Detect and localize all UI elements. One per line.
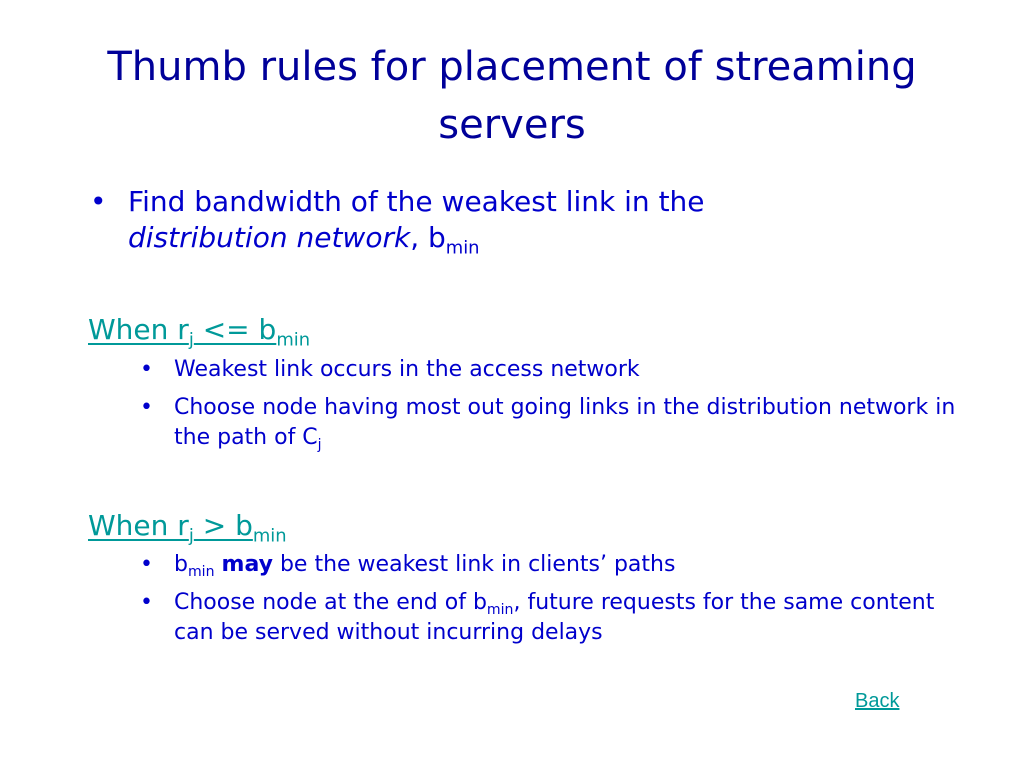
back-link[interactable]: Back (855, 690, 900, 712)
case2-bullet-1-main: be the weakest link in clients’ paths (272, 552, 676, 577)
case2-bullet-1-pre-sub: min (187, 563, 215, 580)
case2-heading-b-sub: min (252, 525, 287, 547)
case2-heading-middle: > b (193, 509, 253, 542)
intro-bullet (90, 184, 810, 259)
case2-bullet-2-after: , future requests for the same content can be served without incurring delays (174, 590, 935, 645)
bullet-glyph: • (140, 590, 153, 615)
bullet-glyph: • (140, 357, 153, 382)
intro-text-sub: min (445, 237, 480, 259)
case2-bullet-1-text (174, 550, 675, 580)
intro-text-italic: distribution network (128, 221, 411, 254)
intro-text-after: , b (410, 221, 446, 254)
bullet-glyph: • (140, 395, 153, 420)
bullet-glyph: • (90, 185, 107, 218)
case1-bullet-1-text: Weakest link occurs in the access network (174, 357, 640, 382)
bullet-glyph: • (140, 552, 153, 577)
case2-bullet-1 (140, 550, 960, 580)
case2-heading-r-sub: j (188, 525, 194, 547)
slide-title: Thumb rules for placement of streaming servers (107, 44, 917, 148)
case2-heading-r: When r (88, 509, 189, 542)
case1-bullet-1 (140, 355, 960, 385)
case1-bullet-2 (140, 393, 960, 453)
intro-bullet-text (128, 184, 810, 259)
case1-bullet-2-text (174, 393, 960, 453)
case2-bullet-2-text (174, 588, 960, 648)
case2-bullet-2-main: Choose node at the end of b (174, 590, 487, 615)
case2-heading-link[interactable] (88, 508, 287, 547)
intro-text-before: Find bandwidth of the weakest link in the (128, 185, 705, 218)
case2-bullet-1-bold: may (221, 552, 273, 577)
case2-bullet-2 (140, 588, 960, 648)
case1-heading-r: When r (88, 313, 189, 346)
case1-heading-middle: <= b (193, 313, 277, 346)
case1-heading-link[interactable] (88, 312, 311, 351)
case2-bullet-1-pre: b (174, 552, 188, 577)
case1-bullet-2-main: Choose node having most out going links in the distribution network in the path of C (174, 395, 956, 450)
case2-bullet-2-sub: min (486, 601, 514, 618)
case1-heading-r-sub: j (188, 329, 194, 351)
case1-bullet-2-sub: j (317, 436, 322, 453)
case1-heading-b-sub: min (276, 329, 311, 351)
